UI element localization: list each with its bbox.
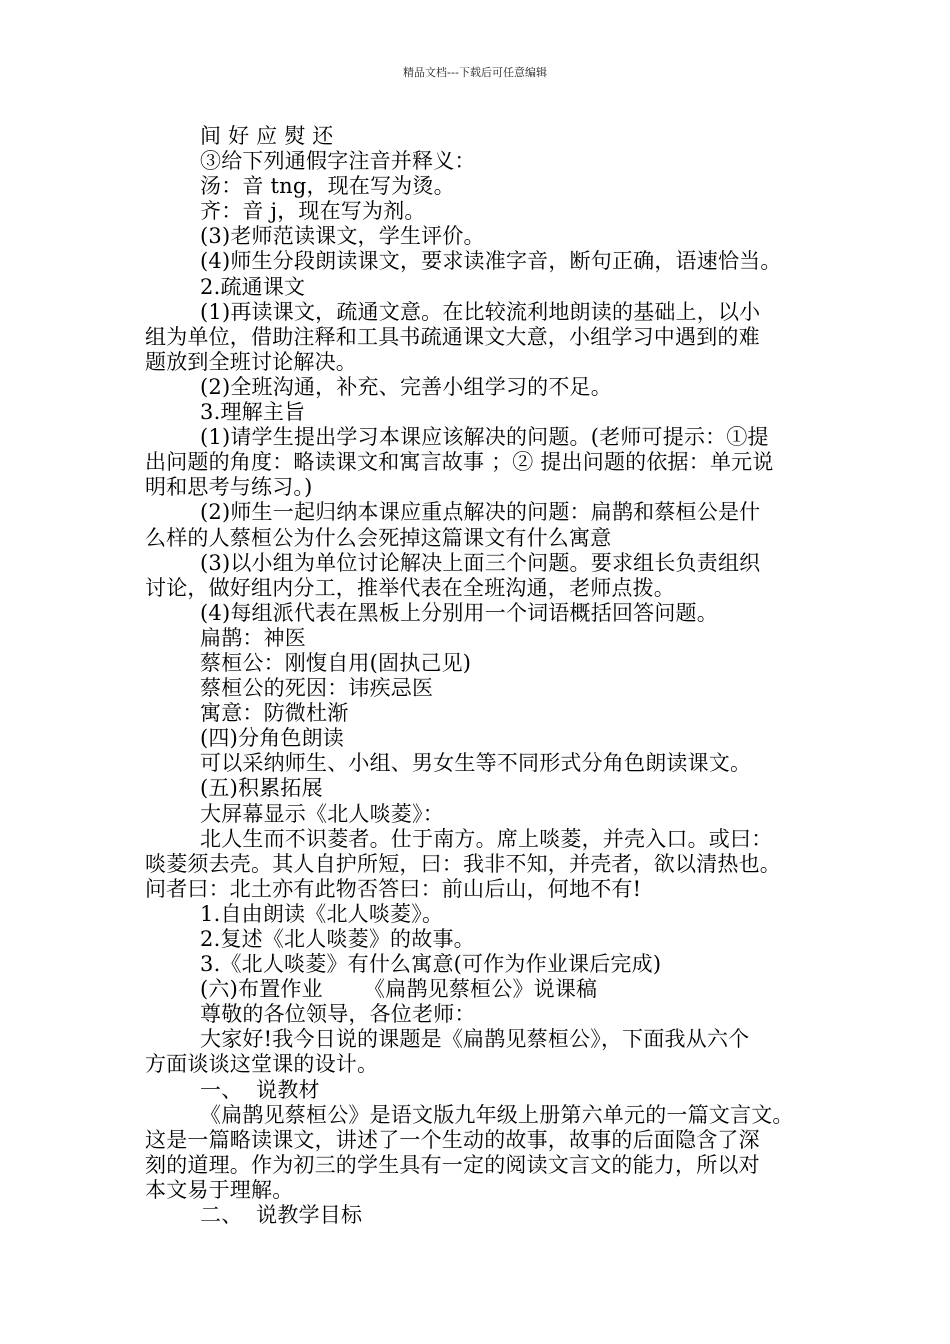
- text-line: 3.《北人啖菱》有什么寓意(可作为作业课后完成): [145, 952, 662, 977]
- text-line: 一、 说教材: [145, 1077, 320, 1102]
- text-line: 大家好!我今日说的课题是《扁鹊见蔡桓公》，下面我从六个: [145, 1027, 750, 1052]
- document-body: [145, 124, 825, 1228]
- text-line: 尊敬的各位领导，各位老师：: [145, 1002, 476, 1027]
- text-line: (3)老师范读课文，学生评价。: [145, 224, 485, 249]
- text-line: (1)请学生提出学习本课应该解决的问题。(老师可提示：①提: [145, 425, 769, 450]
- text-line: 二、 说教学目标: [145, 1203, 363, 1228]
- page-header: 精品文档---下载后可任意编辑: [403, 66, 547, 79]
- text-line: (五)积累拓展: [145, 776, 323, 801]
- text-line: (4)每组派代表在黑板上分别用一个词语概括回答问题。: [145, 600, 718, 625]
- text-line: (4)师生分段朗读课文，要求读准字音，断句正确，语速恰当。: [145, 249, 782, 274]
- text-line: 方面谈谈这堂课的设计。: [145, 1052, 379, 1077]
- text-line: 大屏幕显示《北人啖菱》：: [145, 801, 444, 826]
- text-line: 刻的道理。作为初三的学生具有一定的阅读文言文的能力，所以对: [145, 1152, 760, 1177]
- text-line: 2.疏通课文: [145, 274, 306, 299]
- text-line: 明和思考与练习。): [145, 475, 313, 500]
- text-line: ③给下列通假字注音并释义：: [145, 149, 476, 174]
- text-line: (2)全班沟通，补充、完善小组学习的不足。: [145, 374, 612, 399]
- text-line: 么样的人蔡桓公为什么会死掉这篇课文有什么寓意: [145, 525, 612, 550]
- text-line: 间 好 应 熨 还: [145, 124, 334, 148]
- text-line: (3)以小组为单位讨论解决上面三个问题。要求组长负责组织: [145, 550, 761, 575]
- text-line: 1.自由朗读《北人啖菱》。: [145, 901, 444, 926]
- text-line: 问者曰：北土亦有此物否答曰：前山后山，何地不有!: [145, 876, 642, 901]
- text-line: (四)分角色朗读: [145, 726, 344, 751]
- text-line: (六)布置作业 《扁鹊见蔡桓公》说课稿: [145, 977, 598, 1002]
- text-line: 齐：音 j，现在写为剂。: [145, 199, 426, 224]
- text-line: 北人生而不识菱者。仕于南方。席上啖菱，并壳入口。或曰：: [145, 826, 773, 851]
- text-line: 啖菱须去壳。其人自护所短，曰：我非不知，并壳者，欲以清热也。: [145, 851, 781, 876]
- text-line: 寓意：防微杜渐: [145, 701, 349, 726]
- text-line: 《扁鹊见蔡桓公》是语文版九年级上册第六单元的一篇文言文。: [145, 1102, 794, 1127]
- text-line: 讨论，做好组内分工，推举代表在全班沟通，老师点拨。: [145, 575, 675, 600]
- text-line: (1)再读课文，疏通文意。在比较流利地朗读的基础上，以小: [145, 299, 761, 324]
- text-line: 组为单位，借助注释和工具书疏通课文大意，小组学习中遇到的难: [145, 324, 760, 349]
- text-line: 2.复述《北人啖菱》的故事。: [145, 927, 475, 951]
- text-line: 扁鹊：神医: [145, 625, 307, 650]
- text-line: 蔡桓公：刚愎自用(固执己见): [145, 650, 472, 675]
- text-line: 本文易于理解。: [145, 1177, 294, 1202]
- text-line: 汤：音 tng，现在写为烫。: [145, 174, 455, 199]
- text-line: 出问题的角度：略读课文和寓言故事 ；② 提出问题的依据：单元说: [145, 450, 774, 475]
- text-line: 蔡桓公的死因：讳疾忌医: [145, 676, 434, 701]
- text-line: 题放到全班讨论解决。: [145, 349, 357, 374]
- text-line: 3.理解主旨: [145, 400, 306, 425]
- text-line: 可以采纳师生、小组、男女生等不同形式分角色朗读课文。: [145, 751, 752, 776]
- text-line: (2)师生一起归纳本课应重点解决的问题：扁鹊和蔡桓公是什: [145, 500, 761, 525]
- text-line: 这是一篇略读课文，讲述了一个生动的故事，故事的后面隐含了深: [145, 1127, 760, 1152]
